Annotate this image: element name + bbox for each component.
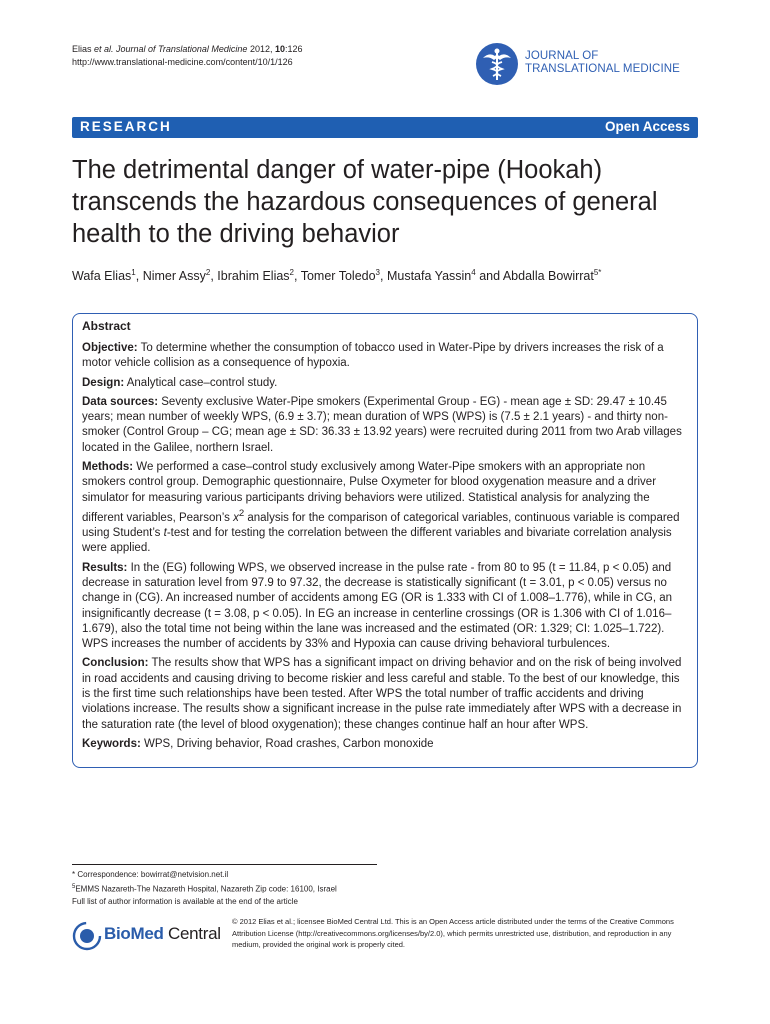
author-affil: 1 [131,268,136,277]
abstract-heading: Abstract [82,319,131,333]
citation-page: :126 [284,44,303,54]
methods-t-symbol: t [163,527,167,540]
author-name[interactable]: Nimer Assy [142,269,206,284]
biomed-central-icon [72,921,102,951]
abstract-objective [82,341,688,372]
open-access-label: Open Access [604,119,690,134]
citation-volume: 10 [274,44,285,54]
license-statement: © 2012 Elias et al.; licensee BioMed Central Ltd. This is an Open Access article distributed under the terms of the Creative Commons Attribution License (http://creativecommons.org/licenses/by/2.0), which permits unrestricted use, distribution, and reproduction in any medium, provided the original work is properly cited. [232,917,674,949]
methods-chi-exponent: 2 [238,507,245,519]
methods-chi-symbol: x [233,511,239,524]
author-affil: 2 [205,268,211,277]
results-label: Results: [82,561,128,574]
article-title: The detrimental danger of water-pipe (Hookah) transcends the hazardous consequences of general health to the driving behavior [72,156,658,248]
methods-text: -test and for testing the correlation between the different variables and bivariate correlation analysis were applied. [82,527,672,555]
abstract-keywords [82,737,688,752]
citation-header [72,43,303,69]
keywords-label: Keywords: [82,737,141,750]
affiliation-text: EMMS Nazareth-The Nazareth Hospital, Nazareth Zip code: 16100, Israel [75,884,337,894]
abstract-design [82,376,688,391]
abstract-body [82,341,688,756]
journal-logo [475,42,700,90]
author-name[interactable]: Abdalla Bowirrat [502,269,594,284]
biomed-central-logo [72,916,232,956]
article-url[interactable]: http://www.translational-medicine.com/content/10/1/126 [72,57,293,67]
wordmark-central: Central [163,924,221,943]
abstract-results [82,561,688,653]
data-sources-label: Data sources: [82,395,159,408]
author-separator: , [135,269,143,284]
author-name[interactable]: Tomer Toledo [300,269,376,284]
data-sources-text: Seventy exclusive Water-Pipe smokers (Experimental Group - EG) - mean age ± SD: 29.47 ± 10.45 years; mean number of weekly WPS, (6.9 ± 3.7); mean duration of WPS (WPS) is (7.5 ± 2.1 years) - and thirty non-smoker (Control Group – CG; mean age ± SD: 36.33 ± 13.92 years) were recruited during 2011 from two Arab villages located in the Galilee, northern Israel. [82,395,682,454]
abstract-conclusion [82,656,688,732]
abstract-data-sources [82,395,688,456]
keywords-text: WPS, Driving behavior, Road crashes, Carbon monoxide [140,737,434,750]
methods-text: analysis for the comparison of categorical variables, continuous variable is compared using Student’s [82,511,680,540]
author-separator: , [210,269,218,284]
citation-journal: Journal of Translational Medicine [113,44,248,54]
abstract-box [72,313,698,768]
methods-label: Methods: [82,461,134,474]
affiliation-sup: 5 [72,884,76,890]
results-text: In the (EG) following WPS, we observed increase in the pulse rate - from 80 to 95 (t = 11.84, p < 0.05) and decrease in saturation level from 97.9 to 97.32, the decrease is statistically significant (t = 3.01, p < 0.05) versus no change in (CG). An increased number of accidents among EG (OR is 1.333 with CI of 1.008–1.776), while in CG, an insignificantly decrease (t = 3.08, p < 0.05). In EG an increase in centerline crossings (OR is 1.306 with CI of 1.016–1.679), also the total time not being within the lane was increased and the estimated (OR: 1.329; CI: 1.025–1.722). WPS increases the number of accidents by 33% and Hypoxia can cause driving behavioral turbulences. [82,561,672,651]
author-separator: and [475,269,503,284]
author-affil: 4 [471,268,476,277]
author-affil: 2 [289,268,294,277]
section-bar [72,117,698,138]
design-text: Analytical case–control study. [124,376,278,389]
conclusion-label: Conclusion: [82,657,149,670]
methods-text: We performed a case–control study exclusively among Water-Pipe smokers with an appropriate non smokers control group. Demographic questionnaire, Pulse Oxymeter for blood oxygenation measure and a driver simulator for measuring various participants driving behaviors were utilized. Statistical analysis for analyzing the different variables, Pearson’s [82,461,657,524]
abstract-methods [82,460,688,557]
objective-text: To determine whether the consumption of tobacco used in Water-Pipe by drivers increases the risk of a motor vehicle collision as a consequence of hypoxia. [82,342,664,370]
author-separator: , [380,269,387,284]
citation-etal: et al. [94,44,114,54]
author-name[interactable]: Ibrahim Elias [217,269,290,284]
author-affil: 3 [375,268,380,277]
caduceus-icon [475,42,519,86]
design-label: Design: [82,376,125,389]
correspondence-note: * Correspondence: bowirrat@netvision.net.il [72,870,229,879]
footnotes [72,869,337,908]
section-label: RESEARCH [80,119,172,134]
conclusion-text: The results show that WPS has a significant impact on driving behavior and on the risk of being involved in road accidents and causing driving to become riskier and less careful and stable. To the best of our knowledge, this is the first time such relationships have been tested. After WPS the total number of traffic accidents and driving violations increase. The results show a significant increase in the pulse rate immediately after WPS with a decrease in the saturation rate (the level of blood oxygenation); these changes continue half an hour after WPS. [82,657,682,731]
author-list [72,265,712,284]
author-name[interactable]: Mustafa Yassin [386,269,472,284]
objective-label: Objective: [82,342,138,354]
citation-authors: Elias [72,44,95,54]
author-separator: , [294,269,301,284]
citation-year: 2012, [247,44,275,54]
wordmark-biomed: BioMed [104,924,164,943]
footnote-divider [72,864,377,865]
affiliation-note [72,881,337,896]
journal-name-line1: JOURNAL OF [525,50,599,62]
citation-line [72,43,303,56]
full-list-note: Full list of author information is available at the end of the article [72,896,298,906]
journal-name [525,50,680,76]
author-name[interactable]: Wafa Elias [72,269,132,284]
journal-name-line2: TRANSLATIONAL MEDICINE [525,63,680,75]
biomed-central-wordmark [104,924,221,944]
author-affil: 5* [593,268,602,277]
